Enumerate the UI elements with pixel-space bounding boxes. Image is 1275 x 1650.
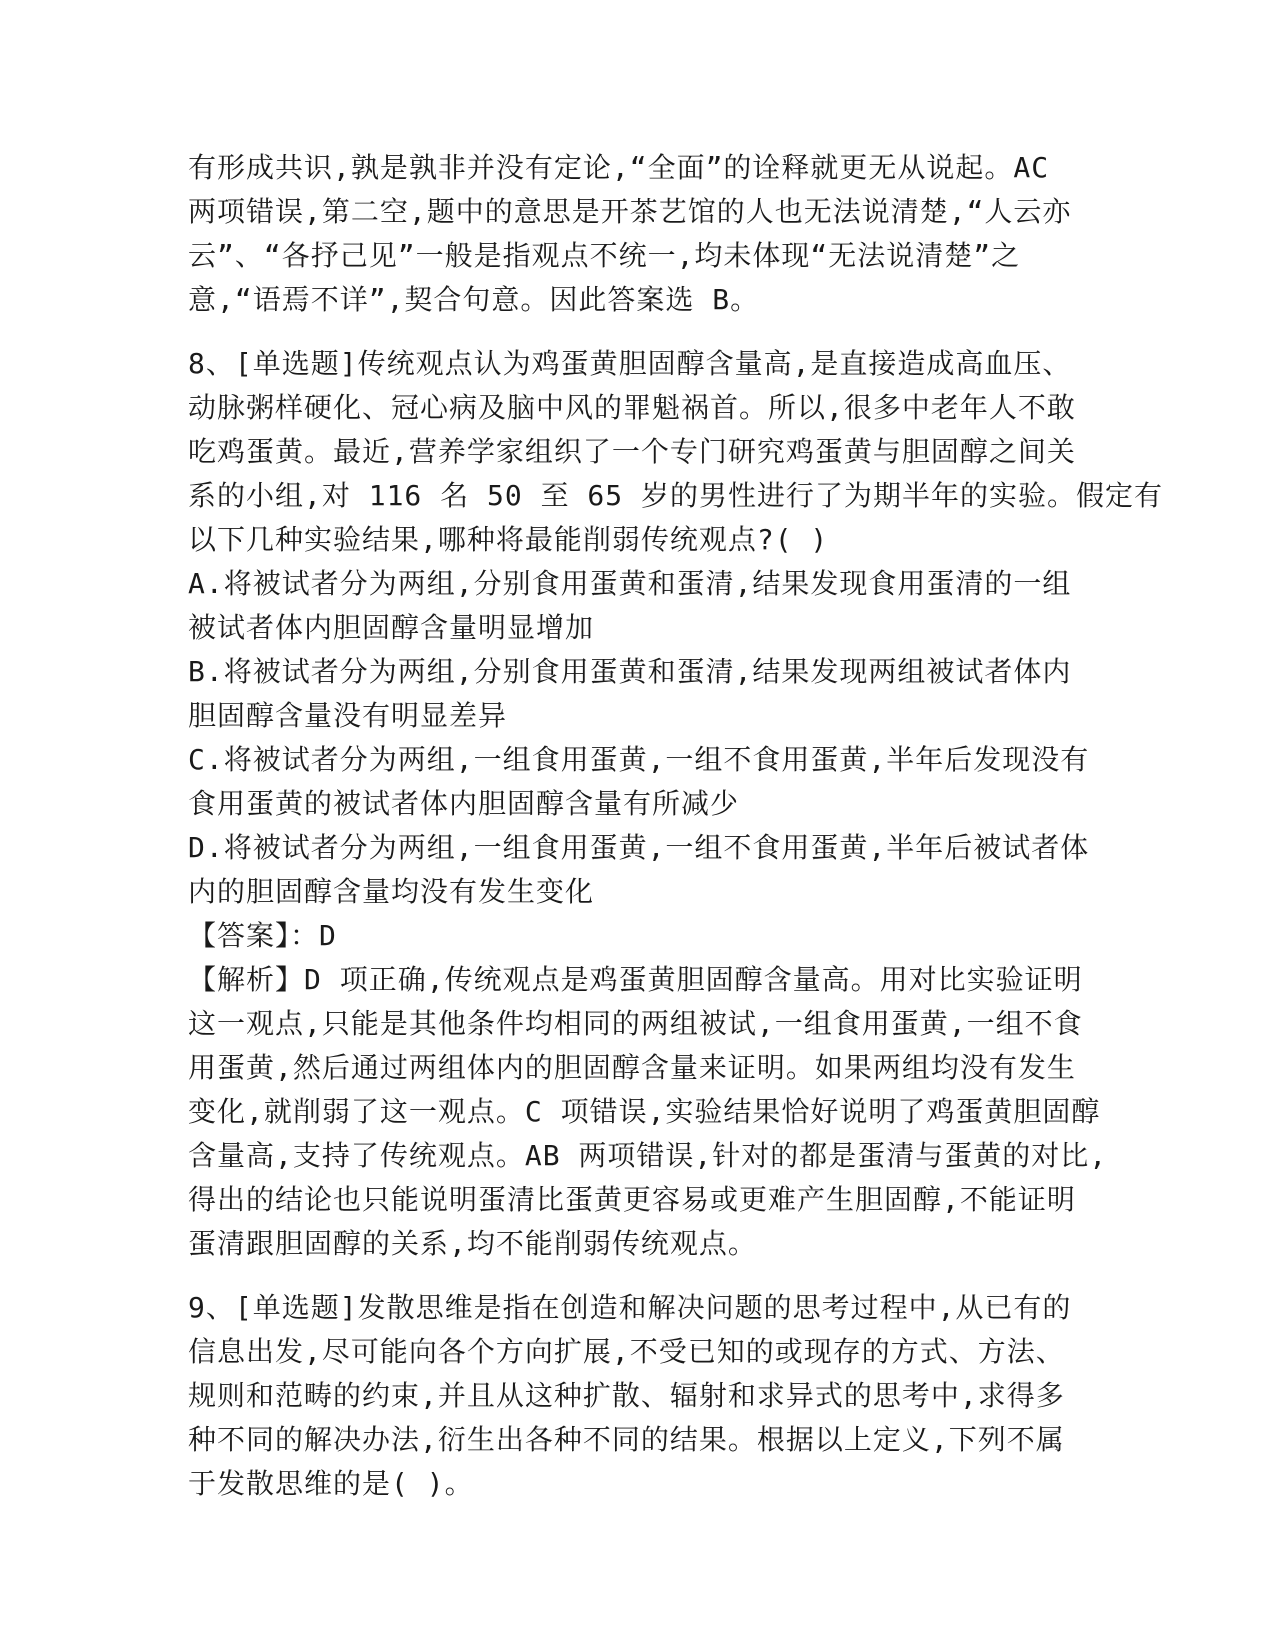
- text-line: 蛋清跟胆固醇的关系,均不能削弱传统观点。: [188, 1227, 757, 1260]
- question-8-stem: [188, 342, 1164, 562]
- paragraph-gap: [188, 322, 1080, 342]
- text-line: A.将被试者分为两组,分别食用蛋黄和蛋清,结果发现食用蛋清的一组: [188, 567, 1072, 600]
- option-a: [188, 562, 1080, 650]
- text-line: B.将被试者分为两组,分别食用蛋黄和蛋清,结果发现两组被试者体内: [188, 655, 1072, 688]
- text-line: 吃鸡蛋黄。最近,营养学家组织了一个专门研究鸡蛋黄与胆固醇之间关: [188, 435, 1076, 468]
- text-line: 两项错误,第二空,题中的意思是开茶艺馆的人也无法说清楚,“人云亦: [188, 195, 1072, 228]
- text-line: 9、[单选题]发散思维是指在创造和解决问题的思考过程中,从已有的: [188, 1291, 1072, 1324]
- text-line: D.将被试者分为两组,一组食用蛋黄,一组不食用蛋黄,半年后被试者体: [188, 831, 1090, 864]
- text-line: 云”、“各抒己见”一般是指观点不统一,均未体现“无法说清楚”之: [188, 239, 1021, 272]
- text-line: 食用蛋黄的被试者体内胆固醇含量有所减少: [188, 787, 740, 820]
- text-line: 意,“语焉不详”,契合句意。因此答案选 B。: [188, 283, 760, 316]
- text-line: C.将被试者分为两组,一组食用蛋黄,一组不食用蛋黄,半年后发现没有: [188, 743, 1090, 776]
- text-line: 动脉粥样硬化、冠心病及脑中风的罪魁祸首。所以,很多中老年人不敢: [188, 391, 1076, 424]
- document-page: [188, 146, 1164, 1506]
- option-c: [188, 738, 1090, 826]
- text-line: 变化,就削弱了这一观点。C 项错误,实验结果恰好说明了鸡蛋黄胆固醇: [188, 1095, 1101, 1128]
- text-line: 于发散思维的是( )。: [188, 1467, 474, 1500]
- text-line: 这一观点,只能是其他条件均相同的两组被试,一组食用蛋黄,一组不食: [188, 1007, 1083, 1040]
- text-line: 用蛋黄,然后通过两组体内的胆固醇含量来证明。如果两组均没有发生: [188, 1051, 1076, 1084]
- question-8: [188, 342, 1164, 1266]
- text-line: 胆固醇含量没有明显差异: [188, 699, 508, 732]
- question-9: [188, 1286, 1080, 1506]
- text-line: 内的胆固醇含量均没有发生变化: [188, 875, 595, 908]
- question-8-explanation: [188, 958, 1108, 1266]
- text-line: 8、[单选题]传统观点认为鸡蛋黄胆固醇含量高,是直接造成高血压、: [188, 347, 1072, 380]
- text-line: 以下几种实验结果,哪种将最能削弱传统观点?( ): [188, 523, 829, 556]
- text-line: 信息出发,尽可能向各个方向扩展,不受已知的或现存的方式、方法、: [188, 1335, 1065, 1368]
- text-line: 得出的结论也只能说明蛋清比蛋黄更容易或更难产生胆固醇,不能证明: [188, 1183, 1076, 1216]
- text-line: 规则和范畴的约束,并且从这种扩散、辐射和求异式的思考中,求得多: [188, 1379, 1065, 1412]
- text-line: 系的小组,对 116 名 50 至 65 岁的男性进行了为期半年的实验。假定有: [188, 479, 1164, 512]
- answer-line: 【答案】：D: [188, 919, 337, 952]
- paragraph-gap: [188, 1266, 1080, 1286]
- previous-explanation: [188, 146, 1080, 322]
- text-line: 有形成共识,孰是孰非并没有定论,“全面”的诠释就更无从说起。AC: [188, 151, 1050, 184]
- text-line: 种不同的解决办法,衍生出各种不同的结果。根据以上定义,下列不属: [188, 1423, 1065, 1456]
- text-line: 被试者体内胆固醇含量明显增加: [188, 611, 595, 644]
- option-b: [188, 650, 1080, 738]
- option-d: [188, 826, 1090, 914]
- text-line: 【解析】D 项正确,传统观点是鸡蛋黄胆固醇含量高。用对比实验证明: [188, 963, 1083, 996]
- text-line: 含量高,支持了传统观点。AB 两项错误,针对的都是蛋清与蛋黄的对比,: [188, 1139, 1108, 1172]
